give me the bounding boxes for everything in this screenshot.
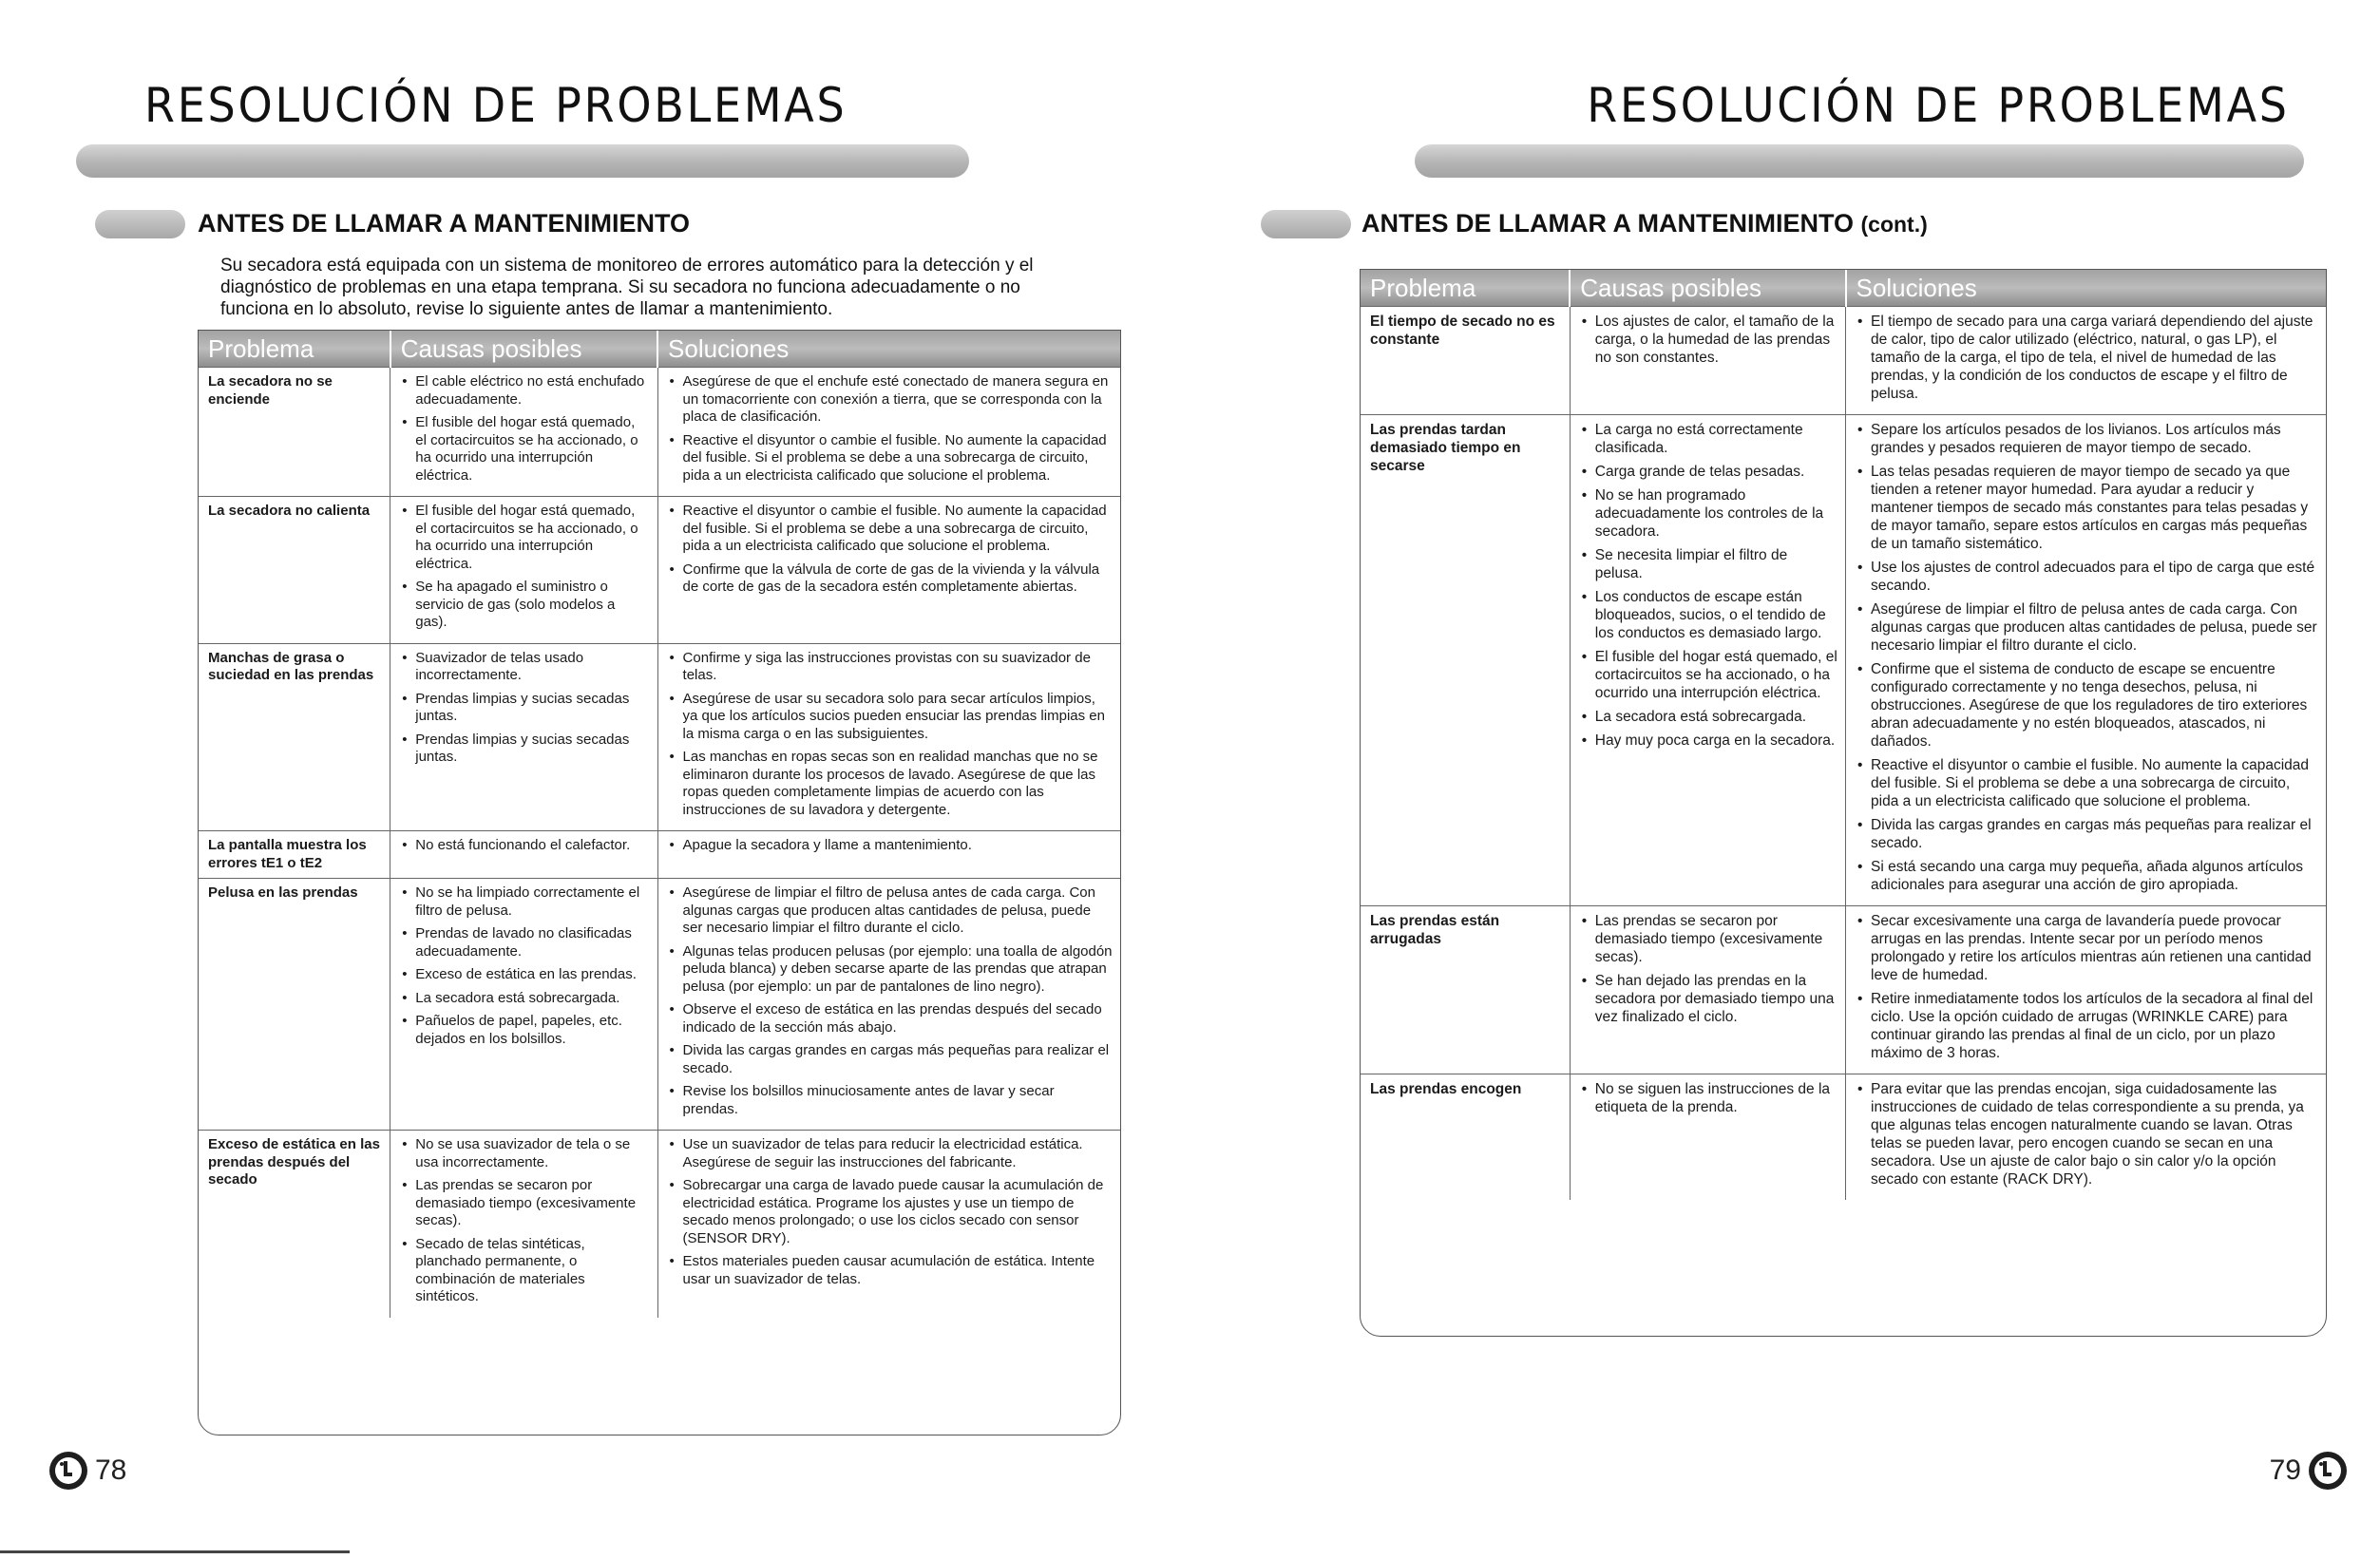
cause-item: • No se siguen las instrucciones de la etiqueta de la prenda. [1580,1080,1837,1116]
causes-cell [390,497,657,644]
solutions-list [668,1136,1113,1288]
cause-item: • El fusible del hogar está quemado, el cortacircuitos se ha accionado, o ha ocurrido una interrupción eléctrica. [400,414,649,485]
solutions-cell [1846,1074,2326,1201]
problem-cell: Las prendas tardan demasiado tiempo en secarse [1361,415,1570,906]
cause-item: • Se necesita limpiar el filtro de pelusa. [1580,546,1837,582]
solution-item: • Use un suavizador de telas para reducir la electricidad estática. Asegúrese de seguir las instrucciones del fabricante. [668,1136,1113,1171]
solution-item: • Revise los bolsillos minuciosamente antes de lavar y secar prendas. [668,1083,1113,1118]
bottom-divider [0,1550,350,1553]
solutions-list [1856,912,2318,1062]
table-header-row [199,331,1120,368]
causes-list [1580,1080,1837,1116]
table-row [1361,415,2326,906]
solutions-cell [657,831,1120,879]
problem-cell: Exceso de estática en las prendas después del secado [199,1131,390,1318]
solution-item: • Retire inmediatamente todos los artículos de la secadora al final del ciclo. Use la opción cuidado de arrugas (WRINKLE CARE) para continuar girando las prendas al final de un ciclo, por un plazo máximo de 3 horas. [1856,990,2318,1062]
solutions-list [1856,1080,2318,1188]
table-row [1361,906,2326,1074]
solutions-list [668,503,1113,597]
header-problem: Problema [1361,270,1570,307]
cause-item: • Carga grande de telas pesadas. [1580,463,1837,481]
cause-item: • Suavizador de telas usado incorrectamente. [400,650,649,685]
table-row [199,1131,1120,1318]
cause-item: • Los conductos de escape están bloqueados, sucios, o el tendido de los conductos es demasiado largo. [1580,588,1837,642]
cause-item: • El fusible del hogar está quemado, el cortacircuitos se ha accionado, o ha ocurrido una interrupción eléctrica. [1580,648,1837,702]
causes-list [400,503,649,632]
causes-cell [390,1131,657,1318]
solution-item: • Si está secando una carga muy pequeña, añada algunos artículos adicionales para asegurar una acción de giro apropiada. [1856,858,2318,894]
table-header-row [1361,270,2326,307]
causes-list [1580,421,1837,750]
troubleshooting-table [199,331,1120,1318]
cause-item: • Secado de telas sintéticas, planchado permanente, o combinación de materiales sintéticos. [400,1236,649,1306]
solutions-list [668,373,1113,485]
solution-item: • Las telas pesadas requieren de mayor tiempo de secado ya que tienden a retener mayor humedad. Para ayudar a reducir y mantener tiempos de secado más constantes para telas pesadas y de mayor tamaño, separe estos artículos en cargas más pequeñas de un tamaño sistemático. [1856,463,2318,553]
title-decor-bar [76,144,969,178]
solutions-cell [1846,307,2326,415]
page-title: RESOLUCIÓN DE PROBLEMAS [144,78,847,133]
page-title: RESOLUCIÓN DE PROBLEMAS [1587,78,2290,133]
section-pill-decor [1261,210,1351,238]
solution-item: • Estos materiales pueden causar acumulación de estática. Intente usar un suavizador de telas. [668,1253,1113,1288]
solution-item: • Reactive el disyuntor o cambie el fusible. No aumente la capacidad del fusible. Si el problema se debe a una sobrecarga de circuito, pida a un electricista calificado que solucione el problema. [668,432,1113,485]
troubleshooting-table [1361,270,2326,1200]
cause-item: • Los ajustes de calor, el tamaño de la carga, o la humedad de las prendas no son constantes. [1580,313,1837,367]
section-heading: ANTES DE LLAMAR A MANTENIMIENTO [198,209,690,238]
cause-item: • Se han dejado las prendas en la secadora por demasiado tiempo una vez finalizado el ciclo. [1580,972,1837,1026]
solutions-list [1856,421,2318,894]
table-row [199,643,1120,831]
causes-list [400,650,649,767]
problem-cell: La secadora no se enciende [199,368,390,497]
problem-cell: Las prendas están arrugadas [1361,906,1570,1074]
causes-list [400,837,649,855]
page-right [1190,0,2380,1559]
solution-item: • Confirme que la válvula de corte de gas de la vivienda y la válvula de corte de gas de la secadora estén completamente abiertas. [668,561,1113,597]
solutions-list [668,650,1113,820]
section-heading-suffix: (cont.) [1860,212,1928,237]
solution-item: • Asegúrese de limpiar el filtro de pelusa antes de cada carga. Con algunas cargas que producen altas cantidades de pelusa, puede ser necesario limpiar el filtro durante el ciclo. [1856,600,2318,655]
solutions-cell [657,643,1120,831]
solutions-cell [1846,906,2326,1074]
cause-item: • Se ha apagado el suministro o servicio de gas (solo modelos a gas). [400,579,649,632]
troubleshooting-table-container [1360,269,2327,1337]
solution-item: • Confirme que el sistema de conducto de escape se encuentre configurado correctamente y no tenga desechos, pelusa, ni obstrucciones. Asegúrese de que los reguladores de tiro exteriores abran adecuadamente y no estén bloqueados, atascados, ni dañados. [1856,660,2318,751]
cause-item: • La secadora está sobrecargada. [400,990,649,1008]
page-footer [49,1452,126,1490]
causes-cell [1570,906,1845,1074]
problem-cell: La pantalla muestra los errores tE1 o tE2 [199,831,390,879]
header-solutions: Soluciones [1846,270,2326,307]
problem-cell: La secadora no calienta [199,497,390,644]
table-row [199,497,1120,644]
solution-item: • Las manchas en ropas secas son en realidad manchas que no se eliminaron durante los procesos de lavado. Asegúrese de que las ropas queden completamente limpias de acuerdo con las instrucciones de su lavadora y detergente. [668,749,1113,819]
cause-item: • Hay muy poca carga en la secadora. [1580,732,1837,750]
causes-cell [390,831,657,879]
causes-list [400,1136,649,1306]
table-row [199,831,1120,879]
solution-item: • Algunas telas producen pelusas (por ejemplo: una toalla de algodón peluda blanca) y deben secarse aparte de las prendas que atrapan pelusa (por ejemplo: un par de pantalones de lino negro). [668,943,1113,997]
cause-item: • Prendas limpias y sucias secadas juntas. [400,691,649,726]
page-number: 78 [95,1454,127,1486]
header-causes: Causas posibles [1570,270,1845,307]
causes-cell [1570,307,1845,415]
solution-item: • Reactive el disyuntor o cambie el fusible. No aumente la capacidad del fusible. Si el problema se debe a una sobrecarga de circuito, pida a un electricista calificado que solucione el problema. [668,503,1113,556]
cause-item: • El fusible del hogar está quemado, el cortacircuitos se ha accionado, o ha ocurrido una interrupción eléctrica. [400,503,649,573]
causes-list [1580,912,1837,1026]
troubleshooting-table-container [198,330,1121,1435]
solution-item: • Separe los artículos pesados de los livianos. Los artículos más grandes y pesados requieren de mayor tiempo de secado. [1856,421,2318,457]
solution-item: • Secar excesivamente una carga de lavandería puede provocar arrugas en las prendas. Intente secar por un período menos prolongado y retire los artículos mientras aún retienen una cantidad leve de humedad. [1856,912,2318,984]
causes-list [400,884,649,1048]
solutions-cell [657,1131,1120,1318]
solutions-list [1856,313,2318,403]
cause-item: • Prendas limpias y sucias secadas juntas. [400,732,649,767]
solution-item: • Apague la secadora y llame a mantenimiento. [668,837,1113,855]
solution-item: • El tiempo de secado para una carga variará dependiendo del ajuste de calor, tipo de calor utilizado (eléctrico, natural, o gas LP), el tamaño de la carga, el tipo de tela, el nivel de humedad de las prendas, y la condición de los conductos de escape y el filtro de pelusa. [1856,313,2318,403]
causes-cell [390,879,657,1131]
section-pill-decor [95,210,185,238]
cause-item: • No se ha limpiado correctamente el filtro de pelusa. [400,884,649,920]
table-row [199,879,1120,1131]
solution-item: • Asegúrese de que el enchufe esté conectado de manera segura en un tomacorriente con conexión a tierra, que se corresponda con la placa de clasificación. [668,373,1113,427]
problem-cell: Pelusa en las prendas [199,879,390,1131]
solution-item: • Confirme y siga las instrucciones provistas con su suavizador de telas. [668,650,1113,685]
solution-item: • Use los ajustes de control adecuados para el tipo de carga que esté secando. [1856,559,2318,595]
solution-item: • Asegúrese de usar su secadora solo para secar artículos limpios, ya que los artículos sucios pueden ensuciar las prendas limpias en la misma carga o en las subsiguientes. [668,691,1113,744]
cause-item: • La carga no está correctamente clasificada. [1580,421,1837,457]
cause-item: • No está funcionando el calefactor. [400,837,649,855]
cause-item: • Las prendas se secaron por demasiado tiempo (excesivamente secas). [400,1177,649,1230]
table-row [199,368,1120,497]
solution-item: • Reactive el disyuntor o cambie el fusible. No aumente la capacidad del fusible. Si el problema se debe a una sobrecarga de circuito, pida a un electricista calificado que solucione el problema. [1856,756,2318,810]
cause-item: • Prendas de lavado no clasificadas adecuadamente. [400,925,649,960]
solutions-list [668,884,1113,1118]
solutions-list [668,837,1113,855]
solution-item: • Divida las cargas grandes en cargas más pequeñas para realizar el secado. [668,1042,1113,1077]
intro-paragraph: Su secadora está equipada con un sistema de monitoreo de errores automático para la detección y el diagnóstico de problemas en una etapa temprana. Si su secadora no funciona adecuadamente o no funciona en lo absoluto, revise lo siguiente antes de llamar a mantenimiento. [220,256,1034,319]
section-heading [1361,209,1928,238]
problem-cell: Las prendas encogen [1361,1074,1570,1201]
solution-item: • Para evitar que las prendas encojan, siga cuidadosamente las instrucciones de cuidado de telas correspondiente a su prenda, ya que algunas telas encogen naturalmente cuando se lavan. Otras telas se pueden lavar, pero encogen cuando se secan en una secadora. Use un ajuste de calor bajo o sin calor y/o la opción secado con estante (RACK DRY). [1856,1080,2318,1188]
causes-list [1580,313,1837,367]
causes-cell [390,643,657,831]
solution-item: • Sobrecargar una carga de lavado puede causar la acumulación de electricidad estática. Programe los ajustes y use un tiempo de secado menos prolongado; o use los ciclos secado con sensor (SENSOR DRY). [668,1177,1113,1247]
solution-item: • Divida las cargas grandes en cargas más pequeñas para realizar el secado. [1856,816,2318,852]
causes-cell [390,368,657,497]
solutions-cell [657,879,1120,1131]
cause-item: • No se usa suavizador de tela o se usa incorrectamente. [400,1136,649,1171]
table-row [1361,307,2326,415]
cause-item: • La secadora está sobrecargada. [1580,708,1837,726]
page-footer [2270,1452,2347,1490]
table-row [1361,1074,2326,1201]
cause-item: • Exceso de estática en las prendas. [400,966,649,984]
problem-cell: El tiempo de secado no es constante [1361,307,1570,415]
causes-cell [1570,415,1845,906]
solution-item: • Asegúrese de limpiar el filtro de pelusa antes de cada carga. Con algunas cargas que producen altas cantidades de pelusa, puede ser necesario limpiar el filtro durante el ciclo. [668,884,1113,938]
title-decor-bar [1415,144,2304,178]
cause-item: • Pañuelos de papel, papeles, etc. dejados en los bolsillos. [400,1013,649,1048]
table-body [199,368,1120,1318]
header-solutions: Soluciones [657,331,1120,368]
header-causes: Causas posibles [390,331,657,368]
lg-logo-icon [2309,1452,2347,1490]
cause-item: • El cable eléctrico no está enchufado adecuadamente. [400,373,649,409]
solutions-cell [1846,415,2326,906]
page-number: 79 [2269,1454,2301,1486]
solutions-cell [657,368,1120,497]
section-heading-text: ANTES DE LLAMAR A MANTENIMIENTO [1361,209,1854,238]
cause-item: • Las prendas se secaron por demasiado tiempo (excesivamente secas). [1580,912,1837,966]
header-problem: Problema [199,331,390,368]
solution-item: • Observe el exceso de estática en las prendas después del secado indicado de la sección más abajo. [668,1001,1113,1036]
cause-item: • No se han programado adecuadamente los controles de la secadora. [1580,486,1837,541]
lg-logo-icon [49,1452,87,1490]
problem-cell: Manchas de grasa o suciedad en las prendas [199,643,390,831]
table-body [1361,307,2326,1201]
causes-cell [1570,1074,1845,1201]
solutions-cell [657,497,1120,644]
causes-list [400,373,649,485]
